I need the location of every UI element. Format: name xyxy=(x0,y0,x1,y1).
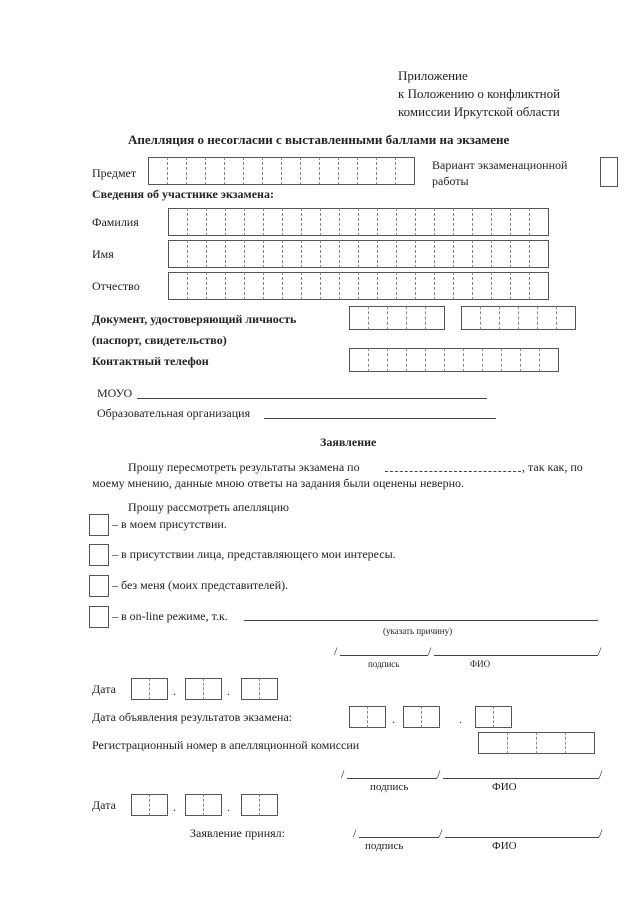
sig1-slash-3: / xyxy=(598,644,602,658)
document-sublabel: (паспорт, свидетельство) xyxy=(92,333,227,347)
cell-box[interactable] xyxy=(282,240,301,268)
cell-box[interactable] xyxy=(377,272,396,300)
cell-box[interactable] xyxy=(185,678,203,700)
cell-box[interactable] xyxy=(472,240,491,268)
cell-box[interactable] xyxy=(243,157,262,185)
cell-box[interactable] xyxy=(453,240,472,268)
cell-box[interactable] xyxy=(225,240,244,268)
cell-box[interactable] xyxy=(396,272,415,300)
variant-cell[interactable] xyxy=(600,157,618,187)
option-presence-label: – в моем присутствии. xyxy=(112,517,227,531)
cell-box[interactable] xyxy=(387,306,406,330)
sig3-slash-3: / xyxy=(599,826,603,840)
cell-box[interactable] xyxy=(206,240,225,268)
cell-box[interactable] xyxy=(472,272,491,300)
cell-box[interactable] xyxy=(187,240,206,268)
mouo-label: МОУО xyxy=(97,386,133,400)
cell-box[interactable] xyxy=(282,208,301,236)
cell-box[interactable] xyxy=(301,240,320,268)
review-request: Прошу рассмотреть апелляцию xyxy=(128,500,289,514)
reg-number-cells[interactable] xyxy=(478,732,595,754)
cell-box[interactable] xyxy=(320,272,339,300)
cell-box[interactable] xyxy=(187,208,206,236)
cell-box[interactable] xyxy=(510,240,529,268)
date2-dot-1: . xyxy=(173,800,176,814)
cell-box[interactable] xyxy=(425,348,444,372)
cell-box[interactable] xyxy=(203,678,222,700)
reason-caption: (указать причину) xyxy=(383,626,453,636)
cell-box[interactable] xyxy=(205,157,224,185)
cell-box[interactable] xyxy=(387,348,406,372)
header-line-3: комиссии Иркутской области xyxy=(398,104,560,119)
cell-box[interactable] xyxy=(186,157,205,185)
sig2-signature-field[interactable] xyxy=(347,778,437,779)
cell-box[interactable] xyxy=(187,272,206,300)
date1-dot-1: . xyxy=(173,684,176,698)
date1-dot-2: . xyxy=(227,684,230,698)
cell-box[interactable] xyxy=(478,732,507,754)
page-title: Апелляция о несогласии с выставленными баллами на экзамене xyxy=(128,132,510,147)
cell-box[interactable] xyxy=(358,240,377,268)
date1-day-cells[interactable] xyxy=(131,678,168,700)
results-dot-1: . xyxy=(392,712,395,726)
cell-box[interactable] xyxy=(425,306,445,330)
cell-box[interactable] xyxy=(259,678,278,700)
option-absent-checkbox[interactable] xyxy=(89,575,109,597)
cell-box[interactable] xyxy=(367,706,386,728)
cell-box[interactable] xyxy=(415,240,434,268)
variant-label-2: работы xyxy=(432,174,469,188)
cell-box[interactable] xyxy=(149,678,168,700)
sig3-slash-2: / xyxy=(439,826,443,840)
cell-box[interactable] xyxy=(301,208,320,236)
sig2-slash-3: / xyxy=(599,767,603,781)
cell-box[interactable] xyxy=(225,208,244,236)
sig2-fio-caption: ФИО xyxy=(492,781,517,793)
org-label: Образовательная организация xyxy=(97,406,251,420)
cell-box[interactable] xyxy=(461,306,480,330)
cell-box[interactable] xyxy=(510,272,529,300)
cell-box[interactable] xyxy=(434,272,453,300)
sig2-slash-2: / xyxy=(437,767,441,781)
cell-box[interactable] xyxy=(565,732,595,754)
cell-box[interactable] xyxy=(377,208,396,236)
surname-cells[interactable] xyxy=(168,208,549,236)
cell-box[interactable] xyxy=(320,208,339,236)
exam-subject-field[interactable] xyxy=(385,471,521,472)
sig1-slash-1: / xyxy=(334,644,338,658)
phone-cells[interactable] xyxy=(349,348,559,372)
cell-box[interactable] xyxy=(263,208,282,236)
sig2-signature-caption: подпись xyxy=(370,781,409,793)
cell-box[interactable] xyxy=(320,240,339,268)
cell-box[interactable] xyxy=(167,157,186,185)
phone-label: Контактный телефон xyxy=(92,354,209,368)
cell-box[interactable] xyxy=(368,348,387,372)
date2-day-cells[interactable] xyxy=(131,794,168,816)
statement-line-1a: Прошу пересмотреть результаты экзамена по xyxy=(128,460,360,474)
online-reason-field[interactable] xyxy=(244,620,598,621)
cell-box[interactable] xyxy=(539,348,559,372)
date2-month-cells[interactable] xyxy=(185,794,222,816)
cell-box[interactable] xyxy=(395,157,415,185)
cell-box[interactable] xyxy=(453,272,472,300)
cell-box[interactable] xyxy=(518,306,537,330)
cell-box[interactable] xyxy=(148,157,167,185)
cell-box[interactable] xyxy=(339,240,358,268)
cell-box[interactable] xyxy=(301,272,320,300)
cell-box[interactable] xyxy=(499,306,518,330)
option-representative-label: – в присутствии лица, представляющего мои интересы. xyxy=(112,547,396,561)
option-presence-checkbox[interactable] xyxy=(89,514,109,536)
cell-box[interactable] xyxy=(319,157,338,185)
date1-label: Дата xyxy=(92,682,116,696)
cell-box[interactable] xyxy=(241,678,259,700)
sig1-signature-caption: подпись xyxy=(368,659,400,669)
accepted-label: Заявление принял: xyxy=(190,826,285,840)
cell-box[interactable] xyxy=(491,240,510,268)
cell-box[interactable] xyxy=(168,208,187,236)
sig1-signature-field[interactable] xyxy=(340,655,428,656)
cell-box[interactable] xyxy=(149,794,168,816)
sig3-signature-caption: подпись xyxy=(365,840,404,852)
surname-label: Фамилия xyxy=(92,215,139,229)
mouo-field[interactable] xyxy=(137,398,487,399)
results-day-cells[interactable] xyxy=(349,706,386,728)
cell-box[interactable] xyxy=(224,157,243,185)
sig1-slash-2: / xyxy=(428,644,432,658)
cell-box[interactable] xyxy=(263,272,282,300)
cell-box[interactable] xyxy=(493,706,512,728)
sig2-slash-1: / xyxy=(341,767,345,781)
cell-box[interactable] xyxy=(482,348,501,372)
cell-box[interactable] xyxy=(262,157,281,185)
cell-box[interactable] xyxy=(510,208,529,236)
cell-box[interactable] xyxy=(358,208,377,236)
cell-box[interactable] xyxy=(244,208,263,236)
cell-box[interactable] xyxy=(529,240,549,268)
sig1-fio-caption: ФИО xyxy=(470,659,491,669)
cell-box[interactable] xyxy=(480,306,499,330)
option-online-checkbox[interactable] xyxy=(89,606,109,628)
cell-box[interactable] xyxy=(349,706,367,728)
cell-box[interactable] xyxy=(536,732,565,754)
cell-box[interactable] xyxy=(281,157,300,185)
cell-box[interactable] xyxy=(244,240,263,268)
org-field[interactable] xyxy=(264,418,496,419)
cell-box[interactable] xyxy=(206,208,225,236)
sig3-fio-caption: ФИО xyxy=(492,840,517,852)
document-series-cells[interactable] xyxy=(349,306,445,330)
subject-label: Предмет xyxy=(92,166,137,180)
cell-box[interactable] xyxy=(396,240,415,268)
cell-box[interactable] xyxy=(434,240,453,268)
cell-box[interactable] xyxy=(472,208,491,236)
cell-box[interactable] xyxy=(357,157,376,185)
sig1-fio-field[interactable] xyxy=(434,655,598,656)
statement-line-1b: , так как, по xyxy=(522,460,583,474)
reg-number-label: Регистрационный номер в апелляционной комиссии xyxy=(92,738,360,752)
cell-box[interactable] xyxy=(520,348,539,372)
cell-box[interactable] xyxy=(556,306,576,330)
cell-box[interactable] xyxy=(406,348,425,372)
cell-box[interactable] xyxy=(358,272,377,300)
cell-box[interactable] xyxy=(406,306,425,330)
cell-box[interactable] xyxy=(203,794,222,816)
cell-box[interactable] xyxy=(415,208,434,236)
cell-box[interactable] xyxy=(396,208,415,236)
cell-box[interactable] xyxy=(421,706,440,728)
cell-box[interactable] xyxy=(403,706,421,728)
date1-month-cells[interactable] xyxy=(185,678,222,700)
cell-box[interactable] xyxy=(185,794,203,816)
sig3-slash-1: / xyxy=(353,826,357,840)
name-label: Имя xyxy=(92,247,114,261)
date2-dot-2: . xyxy=(227,800,230,814)
cell-box[interactable] xyxy=(453,208,472,236)
sig3-signature-field[interactable] xyxy=(359,837,439,838)
cell-box[interactable] xyxy=(377,240,396,268)
participant-heading: Сведения об участнике экзамена: xyxy=(92,187,274,201)
results-year-cells[interactable] xyxy=(475,706,512,728)
option-online-label: – в on-line режиме, т.к. xyxy=(112,609,228,623)
subject-cells[interactable] xyxy=(148,157,415,185)
header-line-2: к Положению о конфликтной xyxy=(398,86,561,101)
option-representative-checkbox[interactable] xyxy=(89,544,109,566)
cell-box[interactable] xyxy=(225,272,244,300)
cell-box[interactable] xyxy=(507,732,536,754)
results-month-cells[interactable] xyxy=(403,706,440,728)
cell-box[interactable] xyxy=(491,208,510,236)
cell-box[interactable] xyxy=(300,157,319,185)
cell-box[interactable] xyxy=(349,348,368,372)
results-date-label: Дата объявления результатов экзамена: xyxy=(92,710,293,724)
patronymic-label: Отчество xyxy=(92,279,140,293)
cell-box[interactable] xyxy=(475,706,493,728)
header-line-1: Приложение xyxy=(398,68,468,83)
cell-box[interactable] xyxy=(244,272,263,300)
cell-box[interactable] xyxy=(463,348,482,372)
cell-box[interactable] xyxy=(376,157,395,185)
name-cells[interactable] xyxy=(168,240,549,268)
variant-label-1: Вариант экзаменационной xyxy=(432,158,568,172)
option-absent-label: – без меня (моих представителей). xyxy=(112,578,289,592)
sig3-fio-field[interactable] xyxy=(445,837,599,838)
cell-box[interactable] xyxy=(241,794,259,816)
cell-box[interactable] xyxy=(263,240,282,268)
statement-heading: Заявление xyxy=(320,435,377,449)
cell-box[interactable] xyxy=(131,678,149,700)
cell-box[interactable] xyxy=(537,306,556,330)
cell-box[interactable] xyxy=(368,306,387,330)
document-number-cells[interactable] xyxy=(461,306,576,330)
cell-box[interactable] xyxy=(282,272,301,300)
cell-box[interactable] xyxy=(339,272,358,300)
date2-year-cells[interactable] xyxy=(241,794,278,816)
cell-box[interactable] xyxy=(501,348,520,372)
cell-box[interactable] xyxy=(491,272,510,300)
patronymic-cells[interactable] xyxy=(168,272,549,300)
sig2-fio-field[interactable] xyxy=(443,778,599,779)
cell-box[interactable] xyxy=(259,794,278,816)
cell-box[interactable] xyxy=(206,272,225,300)
cell-box[interactable] xyxy=(434,208,453,236)
cell-box[interactable] xyxy=(529,272,549,300)
date1-year-cells[interactable] xyxy=(241,678,278,700)
cell-box[interactable] xyxy=(349,306,368,330)
cell-box[interactable] xyxy=(529,208,549,236)
cell-box[interactable] xyxy=(415,272,434,300)
document-label: Документ, удостоверяющий личность xyxy=(92,312,297,326)
cell-box[interactable] xyxy=(131,794,149,816)
cell-box[interactable] xyxy=(168,240,187,268)
cell-box[interactable] xyxy=(168,272,187,300)
statement-line-2: моему мнению, данные мною ответы на задания были оценены неверно. xyxy=(92,476,465,490)
date2-label: Дата xyxy=(92,798,116,812)
cell-box[interactable] xyxy=(338,157,357,185)
cell-box[interactable] xyxy=(444,348,463,372)
cell-box[interactable] xyxy=(339,208,358,236)
results-dot-2: . xyxy=(459,712,462,726)
